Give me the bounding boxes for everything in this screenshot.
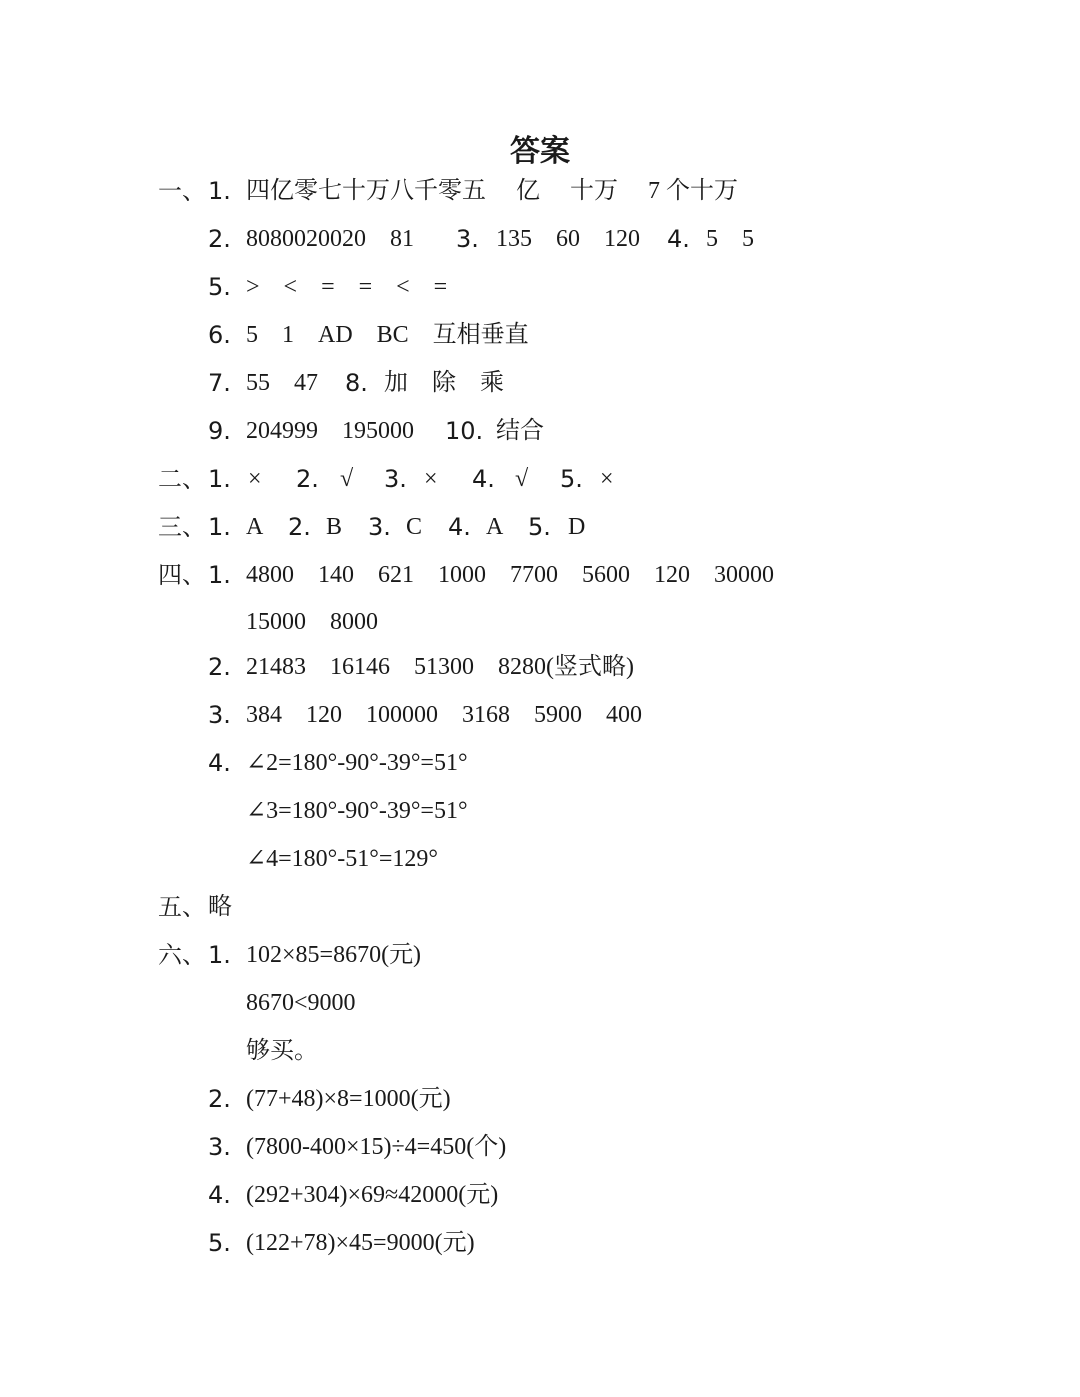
answer-text: B: [326, 514, 343, 540]
answer-text: (292+304)×69≈42000(元): [246, 1182, 499, 1208]
section-label: 三、: [158, 513, 206, 541]
answer-text: D: [568, 514, 586, 540]
answer-text: ×: [424, 466, 438, 492]
question-number: 3.: [368, 513, 391, 541]
question-number: 7.: [208, 369, 231, 397]
answer-text: 204999 195000: [246, 418, 414, 444]
answer-text: 15000 8000: [246, 609, 378, 635]
answer-text: ∠4=180°-51°=129°: [246, 846, 438, 872]
question-number: 4.: [208, 1181, 231, 1209]
question-number: 2.: [208, 653, 231, 681]
question-number: 2.: [296, 465, 319, 493]
answer-text: (122+78)×45=9000(元): [246, 1230, 475, 1256]
answer-text: 8670<9000: [246, 990, 356, 1016]
answer-text: ∠2=180°-90°-39°=51°: [246, 750, 468, 776]
question-number: 10.: [445, 417, 484, 445]
answer-text: 4800 140 621 1000 7700 5600 120 30000: [246, 562, 774, 588]
answer-text: A: [486, 514, 504, 540]
answer-text: 384 120 100000 3168 5900 400: [246, 702, 642, 728]
answer-text: 结合: [496, 418, 544, 444]
question-number: 1.: [208, 941, 231, 969]
question-number: 9.: [208, 417, 231, 445]
answer-text: √: [515, 466, 529, 492]
answer-text: 四亿零七十万八千零五 亿 十万 7 个十万: [246, 178, 738, 204]
answer-text: A: [246, 514, 264, 540]
question-number: 4.: [448, 513, 471, 541]
answer-text: (7800-400×15)÷4=450(个): [246, 1134, 507, 1160]
answer-text: 5 5: [706, 226, 754, 252]
question-number: 4.: [667, 225, 690, 253]
answer-text: (77+48)×8=1000(元): [246, 1086, 451, 1112]
answer-text: ×: [600, 466, 614, 492]
question-number: 4.: [472, 465, 495, 493]
question-number: 1.: [208, 561, 231, 589]
answer-text: 加 除 乘: [384, 370, 504, 396]
answer-text: 102×85=8670(元): [246, 942, 422, 968]
question-number: 3.: [208, 701, 231, 729]
question-number: 3.: [208, 1133, 231, 1161]
page-title: 答案: [510, 134, 570, 169]
answer-text: C: [406, 514, 423, 540]
question-number: 5.: [560, 465, 583, 493]
question-number: 3.: [384, 465, 407, 493]
answer-text: 135 60 120: [496, 226, 640, 252]
question-number: 5.: [208, 273, 231, 301]
answer-text: ∠3=180°-90°-39°=51°: [246, 798, 468, 824]
question-number: 5.: [528, 513, 551, 541]
question-number: 6.: [208, 321, 231, 349]
answer-text: √: [340, 466, 354, 492]
answer-text: ×: [248, 466, 262, 492]
answer-text: 55 47: [246, 370, 318, 396]
question-number: 1.: [208, 177, 231, 205]
answer-text: 够买。: [246, 1038, 318, 1064]
question-number: 2.: [208, 1085, 231, 1113]
answer-text: > < = = < =: [246, 274, 448, 300]
question-number: 5.: [208, 1229, 231, 1257]
section-label: 六、: [158, 941, 206, 969]
answer-text: 5 1 AD BC 互相垂直: [246, 322, 529, 348]
section-label: 二、: [158, 465, 206, 493]
question-number: 8.: [345, 369, 368, 397]
answer-text: 8080020020 81: [246, 226, 414, 252]
section-label: 四、: [158, 561, 206, 589]
question-number: 2.: [208, 225, 231, 253]
question-number: 1.: [208, 465, 231, 493]
answer-text: 略: [208, 894, 232, 920]
section-label: 一、: [158, 177, 206, 205]
question-number: 4.: [208, 749, 231, 777]
question-number: 1.: [208, 513, 231, 541]
answer-text: 21483 16146 51300 8280(竖式略): [246, 654, 634, 680]
question-number: 3.: [456, 225, 479, 253]
section-label: 五、: [158, 893, 206, 921]
question-number: 2.: [288, 513, 311, 541]
